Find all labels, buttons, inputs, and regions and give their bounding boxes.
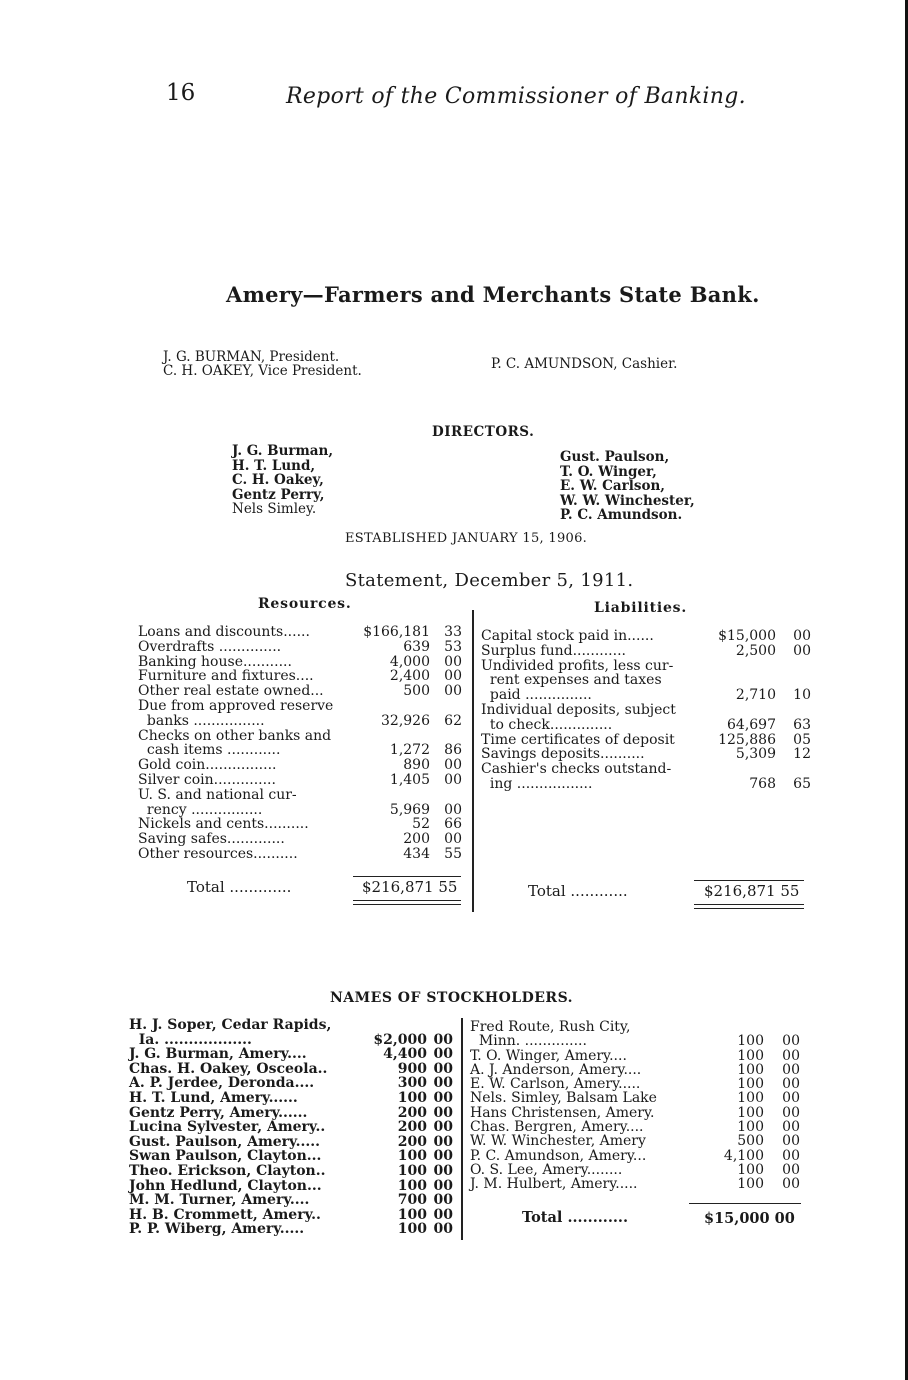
stockholders-total-label: Total ............ <box>522 1209 629 1226</box>
ledger-row <box>138 684 468 699</box>
director-name: J. G. Burman, <box>232 443 334 459</box>
statement-divider <box>472 610 474 912</box>
row-label: O. S. Lee, Amery........ <box>470 1161 623 1178</box>
row-label: Undivided profits, less cur- <box>481 657 674 674</box>
director-name: Nels Simley. <box>232 501 317 517</box>
president-line: J. G. BURMAN, President. <box>163 349 340 365</box>
row-dollars: 64,697 <box>727 716 776 733</box>
row-cents: 00 <box>444 757 462 774</box>
vice-president-line: C. H. OAKEY, Vice President. <box>163 363 362 379</box>
row-dollars: 1,272 <box>389 742 430 759</box>
row-cents: 00 <box>782 1033 800 1050</box>
director-name: W. W. Winchester, <box>560 492 695 509</box>
stockholders-sum-rule <box>689 1203 801 1204</box>
row-dollars: 4,100 <box>723 1147 764 1164</box>
resources-double-rule-1 <box>353 900 461 901</box>
ledger-row <box>470 1077 800 1091</box>
running-title: Report of the Commissioner of Banking. <box>286 84 746 109</box>
ledger-row <box>470 1049 800 1063</box>
row-dollars: 500 <box>737 1133 764 1150</box>
row-dollars: 4,400 <box>383 1046 427 1063</box>
row-label: Hans Christensen, Amery. <box>470 1104 655 1121</box>
row-cents: 10 <box>793 687 811 704</box>
ledger-row <box>129 1047 459 1062</box>
row-label: Other resources.......... <box>138 845 298 862</box>
row-label: P. P. Wiberg, Amery..... <box>129 1221 305 1238</box>
row-label: rent expenses and taxes <box>481 672 662 689</box>
row-label: H. B. Crommett, Amery.. <box>129 1206 321 1223</box>
ledger-row <box>129 1135 459 1150</box>
row-label: Theo. Erickson, Clayton.. <box>129 1162 326 1179</box>
director-name: C. H. Oakey, <box>232 472 324 488</box>
row-cents: 00 <box>782 1119 800 1136</box>
ledger-row <box>481 629 811 644</box>
row-cents: 65 <box>793 775 811 792</box>
row-cents: 00 <box>444 771 462 788</box>
ledger-row <box>138 699 468 714</box>
row-dollars: 100 <box>737 1047 764 1064</box>
ledger-row <box>470 1034 800 1048</box>
ledger-row <box>481 762 811 777</box>
row-label: H. J. Soper, Cedar Rapids, <box>129 1017 332 1033</box>
row-cents: 00 <box>793 642 811 659</box>
resources-sum-rule <box>353 876 461 877</box>
row-dollars: 639 <box>403 638 430 655</box>
row-label: H. T. Lund, Amery...... <box>129 1089 298 1106</box>
row-cents: 63 <box>793 716 811 733</box>
row-label: U. S. and national cur- <box>138 786 297 803</box>
ledger-row <box>129 1106 459 1121</box>
row-dollars: 700 <box>397 1192 427 1209</box>
row-label: Minn. .............. <box>470 1033 587 1050</box>
row-dollars: 52 <box>412 816 430 833</box>
director-name: E. W. Carlson, <box>560 478 666 494</box>
row-cents: 00 <box>782 1147 800 1164</box>
row-dollars: 890 <box>403 757 430 774</box>
row-dollars: 100 <box>397 1162 427 1179</box>
row-dollars: 500 <box>403 683 430 700</box>
ledger-row <box>481 673 811 688</box>
row-label: Banking house........... <box>138 653 292 670</box>
ledger-row <box>481 718 811 733</box>
row-label: E. W. Carlson, Amery..... <box>470 1076 641 1093</box>
stockholders-heading: NAMES OF STOCKHOLDERS. <box>330 990 574 1006</box>
row-dollars: 100 <box>737 1104 764 1121</box>
row-label: Nickels and cents.......... <box>138 816 309 833</box>
liabilities-total-label: Total ............ <box>528 882 628 900</box>
row-label: Individual deposits, subject <box>481 701 676 718</box>
row-cents: 00 <box>444 668 462 685</box>
row-cents: 00 <box>444 801 462 818</box>
row-cents: 00 <box>433 1031 453 1048</box>
row-dollars: 100 <box>737 1061 764 1078</box>
ledger-row <box>138 743 468 758</box>
row-dollars: 200 <box>397 1104 427 1121</box>
page-number: 16 <box>166 80 196 106</box>
row-cents: 05 <box>793 731 811 748</box>
director-name: P. C. Amundson. <box>560 507 683 523</box>
row-cents: 00 <box>433 1148 453 1165</box>
ledger-row <box>129 1062 459 1077</box>
row-dollars: 100 <box>737 1161 764 1178</box>
row-cents: 00 <box>433 1177 453 1194</box>
ledger-row <box>481 733 811 748</box>
ledger-row <box>129 1179 459 1194</box>
row-cents: 00 <box>433 1221 453 1238</box>
ledger-row <box>470 1120 800 1134</box>
row-cents: 00 <box>433 1060 453 1077</box>
row-cents: 00 <box>782 1090 800 1107</box>
ledger-row <box>470 1063 800 1077</box>
row-cents: 00 <box>782 1061 800 1078</box>
ledger-row <box>470 1149 800 1163</box>
row-dollars: 100 <box>737 1119 764 1136</box>
row-label: paid ............... <box>481 687 592 704</box>
row-label: rency ................ <box>138 801 263 818</box>
row-label: Chas. Bergren, Amery.... <box>470 1119 644 1136</box>
ledger-row <box>138 788 468 803</box>
liabilities-list <box>481 629 811 792</box>
row-label: Surplus fund............ <box>481 642 626 659</box>
row-label: Gold coin................ <box>138 757 277 774</box>
ledger-row <box>481 703 811 718</box>
ledger-row <box>129 1222 459 1237</box>
ledger-row <box>138 847 468 862</box>
row-label: T. O. Winger, Amery.... <box>470 1047 627 1064</box>
row-label: A. J. Anderson, Amery.... <box>470 1061 642 1078</box>
row-dollars: $166,181 <box>363 624 430 640</box>
resources-list <box>138 625 468 862</box>
resources-total-label: Total ............. <box>187 878 292 896</box>
row-dollars: 100 <box>737 1076 764 1093</box>
row-cents: 00 <box>782 1161 800 1178</box>
row-label: Due from approved reserve <box>138 697 334 714</box>
directors-left-column <box>232 444 333 517</box>
ledger-row <box>481 777 811 792</box>
row-cents: 00 <box>782 1133 800 1150</box>
established-line: ESTABLISHED JANUARY 15, 1906. <box>345 531 588 546</box>
row-dollars: 768 <box>749 775 776 792</box>
row-label: Fred Route, Rush City, <box>470 1019 631 1035</box>
row-cents: 55 <box>444 845 462 862</box>
row-dollars: 100 <box>737 1033 764 1050</box>
row-label: cash items ............ <box>138 742 281 759</box>
directors-heading: DIRECTORS. <box>432 424 535 440</box>
director-name: Gust. Paulson, <box>560 449 670 465</box>
row-label: Ia. .................. <box>129 1031 252 1048</box>
row-label: Chas. H. Oakey, Osceola.. <box>129 1060 328 1077</box>
row-dollars: 1,405 <box>389 771 430 788</box>
row-label: Saving safes............. <box>138 831 285 848</box>
row-label: Gentz Perry, Amery...... <box>129 1104 308 1121</box>
row-dollars: 100 <box>397 1177 427 1194</box>
row-dollars: 100 <box>737 1176 764 1193</box>
directors-right-column <box>560 450 695 523</box>
resources-double-rule-2 <box>353 904 461 905</box>
row-label: Capital stock paid in...... <box>481 628 654 644</box>
row-cents: 00 <box>433 1119 453 1136</box>
liabilities-total-value: $216,871 55 <box>704 882 800 900</box>
row-label: banks ................ <box>138 712 265 729</box>
ledger-row <box>138 758 468 773</box>
row-dollars: 5,309 <box>735 746 776 763</box>
liabilities-sum-rule <box>694 880 804 881</box>
row-label: Gust. Paulson, Amery..... <box>129 1133 320 1150</box>
row-dollars: 100 <box>397 1206 427 1223</box>
row-label: W. W. Winchester, Amery <box>470 1133 646 1150</box>
director-name: H. T. Lund, <box>232 457 316 474</box>
ledger-row <box>129 1164 459 1179</box>
row-cents: 00 <box>444 683 462 700</box>
row-label: to check.............. <box>481 716 613 733</box>
row-cents: 00 <box>433 1075 453 1092</box>
row-cents: 62 <box>444 712 462 729</box>
row-cents: 53 <box>444 638 462 655</box>
row-label: Furniture and fixtures.... <box>138 668 314 685</box>
row-label: J. M. Hulbert, Amery..... <box>470 1176 638 1193</box>
row-dollars: 5,969 <box>389 801 430 818</box>
row-cents: 00 <box>793 628 811 644</box>
director-name: T. O. Winger, <box>560 463 657 480</box>
ledger-row <box>129 1149 459 1164</box>
row-cents: 00 <box>433 1206 453 1223</box>
ledger-row <box>470 1020 800 1034</box>
row-label: Cashier's checks outstand- <box>481 761 672 778</box>
cashier-line: P. C. AMUNDSON, Cashier. <box>491 356 678 372</box>
row-dollars: 100 <box>737 1090 764 1107</box>
row-dollars: 4,000 <box>389 653 430 670</box>
row-label: J. G. Burman, Amery.... <box>129 1046 307 1063</box>
row-label: Time certificates of deposit <box>481 731 675 748</box>
row-dollars: 100 <box>397 1221 427 1238</box>
row-label: ing ................. <box>481 775 593 792</box>
row-cents: 00 <box>782 1104 800 1121</box>
row-cents: 00 <box>433 1046 453 1063</box>
ledger-row <box>481 659 811 674</box>
row-dollars: 2,400 <box>389 668 430 685</box>
row-label: Loans and discounts...... <box>138 624 310 640</box>
ledger-row <box>129 1193 459 1208</box>
liabilities-double-rule-2 <box>694 908 804 909</box>
ledger-row <box>138 640 468 655</box>
ledger-row <box>138 669 468 684</box>
ledger-row <box>129 1208 459 1223</box>
ledger-row <box>138 625 468 640</box>
row-dollars: 434 <box>403 845 430 862</box>
row-label: John Hedlund, Clayton... <box>129 1177 322 1194</box>
row-dollars: 200 <box>397 1119 427 1136</box>
row-cents: 66 <box>444 816 462 833</box>
row-dollars: 2,500 <box>735 642 776 659</box>
row-dollars: 200 <box>397 1133 427 1150</box>
row-cents: 00 <box>444 831 462 848</box>
ledger-row <box>470 1134 800 1148</box>
ledger-row <box>138 729 468 744</box>
liabilities-heading: Liabilities. <box>594 600 688 616</box>
ledger-row <box>481 644 811 659</box>
ledger-row <box>129 1091 459 1106</box>
row-cents: 00 <box>433 1133 453 1150</box>
ledger-row <box>481 688 811 703</box>
row-cents: 86 <box>444 742 462 759</box>
row-label: Checks on other banks and <box>138 727 332 744</box>
row-cents: 00 <box>782 1047 800 1064</box>
ledger-row <box>138 817 468 832</box>
row-label: M. M. Turner, Amery.... <box>129 1192 310 1209</box>
ledger-row <box>129 1120 459 1135</box>
ledger-row <box>138 655 468 670</box>
row-dollars: 900 <box>397 1060 427 1077</box>
row-label: Silver coin.............. <box>138 771 276 788</box>
ledger-row <box>129 1033 459 1048</box>
ledger-row <box>138 773 468 788</box>
stockholders-total-value: $15,000 00 <box>704 1210 795 1227</box>
row-dollars: 100 <box>397 1089 427 1106</box>
stockholders-right-list <box>470 1020 800 1192</box>
liabilities-double-rule-1 <box>694 904 804 905</box>
row-cents: 00 <box>782 1076 800 1093</box>
ledger-row <box>481 747 811 762</box>
ledger-row <box>470 1163 800 1177</box>
officers-left <box>163 350 362 378</box>
row-cents: 00 <box>433 1089 453 1106</box>
row-cents: 00 <box>782 1176 800 1193</box>
stockholders-left-list <box>129 1018 459 1237</box>
ledger-row <box>470 1091 800 1105</box>
ledger-row <box>470 1177 800 1191</box>
ledger-row <box>138 714 468 729</box>
row-cents: 00 <box>433 1104 453 1121</box>
row-dollars: 2,710 <box>735 687 776 704</box>
stockholders-divider <box>461 1018 463 1240</box>
row-cents: 00 <box>433 1162 453 1179</box>
resources-total-value: $216,871 55 <box>362 878 458 896</box>
row-dollars: 32,926 <box>381 712 430 729</box>
row-dollars: 125,886 <box>718 731 776 748</box>
row-label: Swan Paulson, Clayton... <box>129 1148 322 1165</box>
row-cents: 33 <box>444 624 462 640</box>
ledger-row <box>470 1106 800 1120</box>
row-label: A. P. Jerdee, Deronda.... <box>129 1075 315 1092</box>
row-cents: 00 <box>433 1192 453 1209</box>
ledger-row <box>129 1076 459 1091</box>
row-cents: 00 <box>444 653 462 670</box>
statement-title: Statement, December 5, 1911. <box>345 570 634 591</box>
row-dollars: $2,000 <box>373 1031 427 1048</box>
row-label: Lucina Sylvester, Amery.. <box>129 1119 326 1136</box>
director-name: Gentz Perry, <box>232 486 325 503</box>
row-label: P. C. Amundson, Amery... <box>470 1147 647 1164</box>
resources-heading: Resources. <box>258 596 352 612</box>
row-label: Savings deposits.......... <box>481 746 645 763</box>
row-label: Other real estate owned... <box>138 683 324 700</box>
row-label: Nels. Simley, Balsam Lake <box>470 1090 657 1107</box>
ledger-row <box>129 1018 459 1033</box>
ledger-row <box>138 832 468 847</box>
ledger-row <box>138 803 468 818</box>
bank-title: Amery—Farmers and Merchants State Bank. <box>226 282 760 307</box>
row-cents: 12 <box>793 746 811 763</box>
row-dollars: 300 <box>397 1075 427 1092</box>
row-dollars: $15,000 <box>718 628 776 644</box>
row-dollars: 200 <box>403 831 430 848</box>
row-dollars: 100 <box>397 1148 427 1165</box>
row-label: Overdrafts .............. <box>138 638 282 655</box>
